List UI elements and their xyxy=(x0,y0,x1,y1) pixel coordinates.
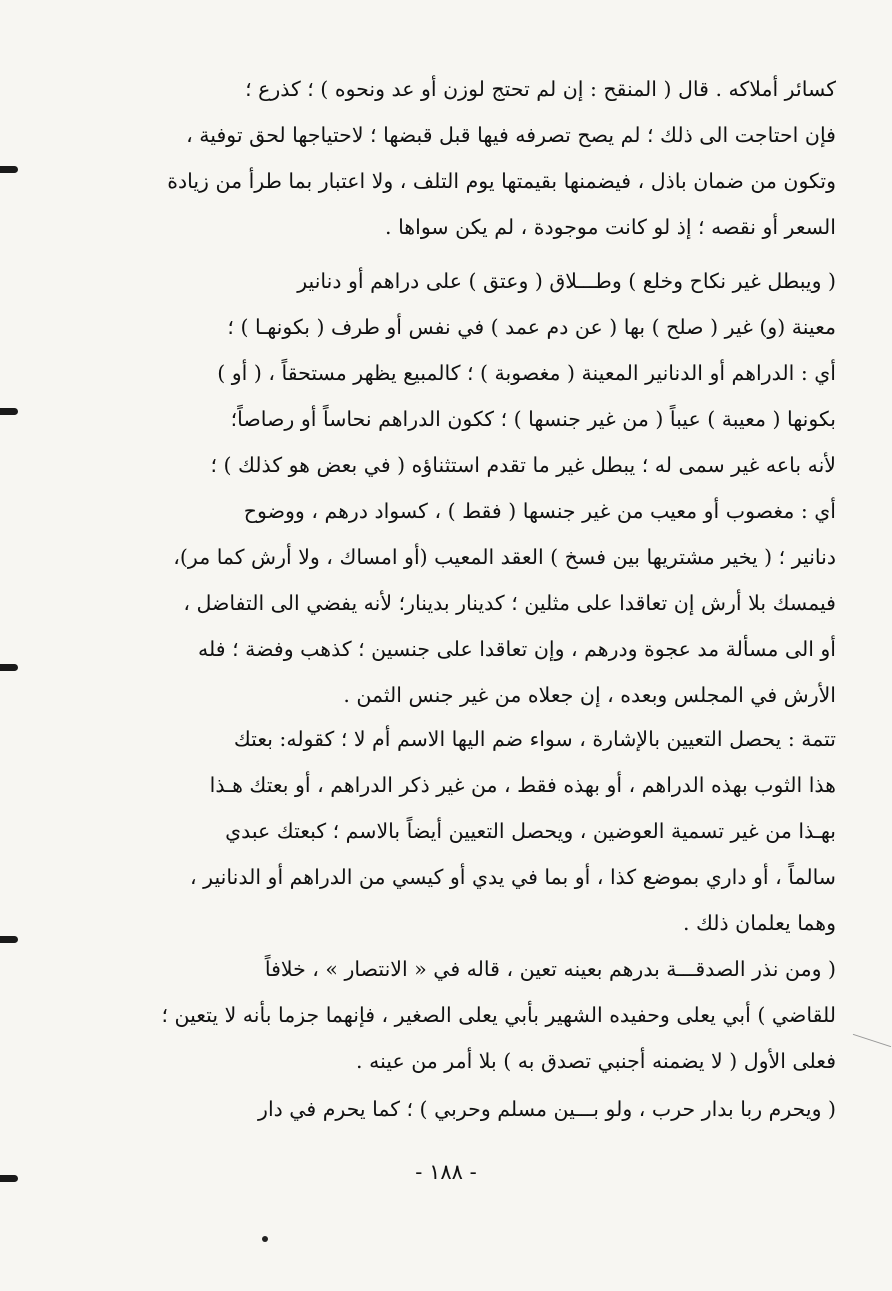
margin-binding-mark xyxy=(0,936,18,943)
paragraph-4 xyxy=(118,946,836,1084)
text-line: ( ومن نذر الصدقـــة بدرهم بعينه تعين ، قاله في « الانتصار » ، خلافاً xyxy=(264,957,836,981)
paragraph-2 xyxy=(118,258,836,718)
text-line: فعلى الأول ( لا يضمنه أجنبي تصدق به ) بلا أمر من عينه . xyxy=(356,1049,836,1073)
paragraph-3 xyxy=(118,716,836,946)
text-line: الأرش في المجلس وبعده ، إن جعلاه من غير جنس الثمن . xyxy=(343,683,836,707)
text-line: سالماً ، أو داري بموضع كذا ، أو بما في يدي أو كيسي من الدراهم أو الدنانير ، xyxy=(190,865,836,889)
text-line: أو الى مسألة مد عجوة ودرهم ، وإن تعاقدا على جنسين ؛ كذهب وفضة ؛ فله xyxy=(198,637,836,661)
margin-binding-mark xyxy=(0,166,18,173)
text-line: فإن احتاجت الى ذلك ؛ لم يصح تصرفه فيها قبل قبضها ؛ لاحتياجها لحق توفية ، xyxy=(186,123,836,147)
margin-binding-mark xyxy=(0,664,18,671)
text-line: وتكون من ضمان باذل ، فيضمنها بقيمتها يوم التلف ، ولا اعتبار بما طرأ من زيادة xyxy=(167,169,836,193)
page-number: - ١٨٨ - xyxy=(415,1160,477,1184)
margin-binding-mark xyxy=(0,408,18,415)
ink-speck xyxy=(262,1236,268,1242)
text-line: تتمة : يحصل التعيين بالإشارة ، سواء ضم اليها الاسم أم لا ؛ كقوله: بعتك xyxy=(233,727,836,751)
text-line: أي : مغصوب أو معيب من غير جنسها ( فقط ) ، كسواد درهم ، ووضوح xyxy=(243,499,836,523)
paragraph-1 xyxy=(118,66,836,250)
text-line: كسائر أملاكه . قال ( المنقح : إن لم تحتج لوزن أو عد ونحوه ) ؛ كذرع ؛ xyxy=(245,77,836,101)
text-line: أي : الدراهم أو الدنانير المعينة ( مغصوبة ) ؛ كالمبيع يظهر مستحقاً ، ( أو ) xyxy=(217,361,836,385)
text-line: فيمسك بلا أرش إن تعاقدا على مثلين ؛ كدينار بدينار؛ لأنه يفضي الى التفاضل ، xyxy=(183,591,836,615)
text-line: بكونها ( معيبة ) عيباً ( من غير جنسها ) ؛ ككون الدراهم نحاساً أو رصاصاً؛ xyxy=(230,407,836,431)
text-line: وهما يعلمان ذلك . xyxy=(682,911,836,935)
text-line: ( ويحرم ربا بدار حرب ، ولو بـــين مسلم وحربي ) ؛ كما يحرم في دار xyxy=(258,1097,836,1121)
scan-edge-line xyxy=(853,1034,891,1047)
text-line: السعر أو نقصه ؛ إذ لو كانت موجودة ، لم يكن سواها . xyxy=(385,215,836,239)
paragraph-5 xyxy=(118,1086,836,1132)
text-line: للقاضي ) أبي يعلى وحفيده الشهير بأبي يعلى الصغير ، فإنهما جزما بأنه لا يتعين ؛ xyxy=(161,1003,836,1027)
text-line: دنانير ؛ ( يخير مشتريها بين فسخ ) العقد المعيب (أو امساك ، ولا أرش كما مر)، xyxy=(173,545,836,569)
text-line: لأنه باعه غير سمى له ؛ يبطل غير ما تقدم استثناؤه ( في بعض هو كذلك ) ؛ xyxy=(210,453,836,477)
text-line: هذا الثوب بهذه الدراهم ، أو بهذه فقط ، من غير ذكر الدراهم ، أو بعتك هـذا xyxy=(209,773,836,797)
text-line: معينة (و) غير ( صلح ) بها ( عن دم عمد ) في نفس أو طرف ( بكونهـا ) ؛ xyxy=(227,315,836,339)
text-line: بهـذا من غير تسمية العوضين ، ويحصل التعيين أيضاً بالاسم ؛ كبعتك عبدي xyxy=(225,819,836,843)
text-line: ( ويبطل غير نكاح وخلع ) وطـــلاق ( وعتق ) على دراهم أو دنانير xyxy=(297,269,836,293)
